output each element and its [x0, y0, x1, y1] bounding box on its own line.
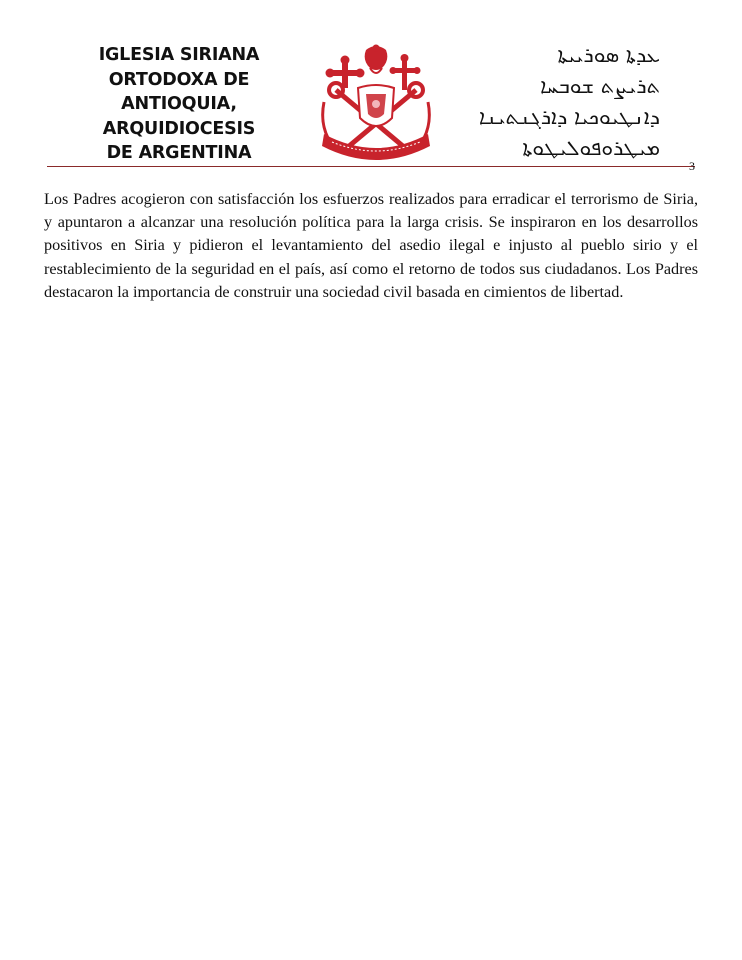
organization-name-line-2: ORTODOXA DE: [108, 69, 250, 90]
syriac-orthodox-emblem-icon: [318, 42, 434, 168]
body-paragraph: Los Padres acogieron con satisfacción los esfuerzos realizados para erradicar el terrorismo de Siria, y apuntaron a alcanzar una resolución política para la larga crisis. Se inspiraron en los desarrollos positivos en Siria y pidieron el levantamiento del asedio ilegal e injusto al pueblo sirio y el restablecimiento de la seguridad en el país, así como el retorno de todos sus ciudadanos. Los Padres destacaron la importancia de construir una sociedad civil basada en cimientos de libertad.: [44, 190, 698, 301]
organization-name-line-1: IGLESIA SIRIANA: [98, 45, 260, 65]
syriac-organization-name: [470, 40, 660, 164]
organization-name-line-5: DE ARGENTINA: [106, 143, 252, 163]
syriac-line-2: ܬܪܝܨܬ ܫܘܒܚܐ: [540, 74, 660, 98]
syriac-line-4: ܡܝܛܪܘܦܘܠܝܛܘܬܐ: [522, 136, 660, 160]
organization-name-line-3: ANTIOQUIA,: [121, 94, 237, 114]
organization-name: [74, 43, 284, 166]
syriac-line-1: ܥܕܬܐ ܣܘܪܝܝܬܐ: [557, 43, 660, 67]
page-number: 3: [689, 159, 695, 173]
header-divider: [47, 166, 695, 167]
organization-name-line-4: ARQUIDIOCESIS: [102, 118, 256, 139]
syriac-line-3: ܕܐܢܛܝܘܟܝܐ ܕܐܪܓܢܬܝܢܐ: [478, 105, 660, 129]
